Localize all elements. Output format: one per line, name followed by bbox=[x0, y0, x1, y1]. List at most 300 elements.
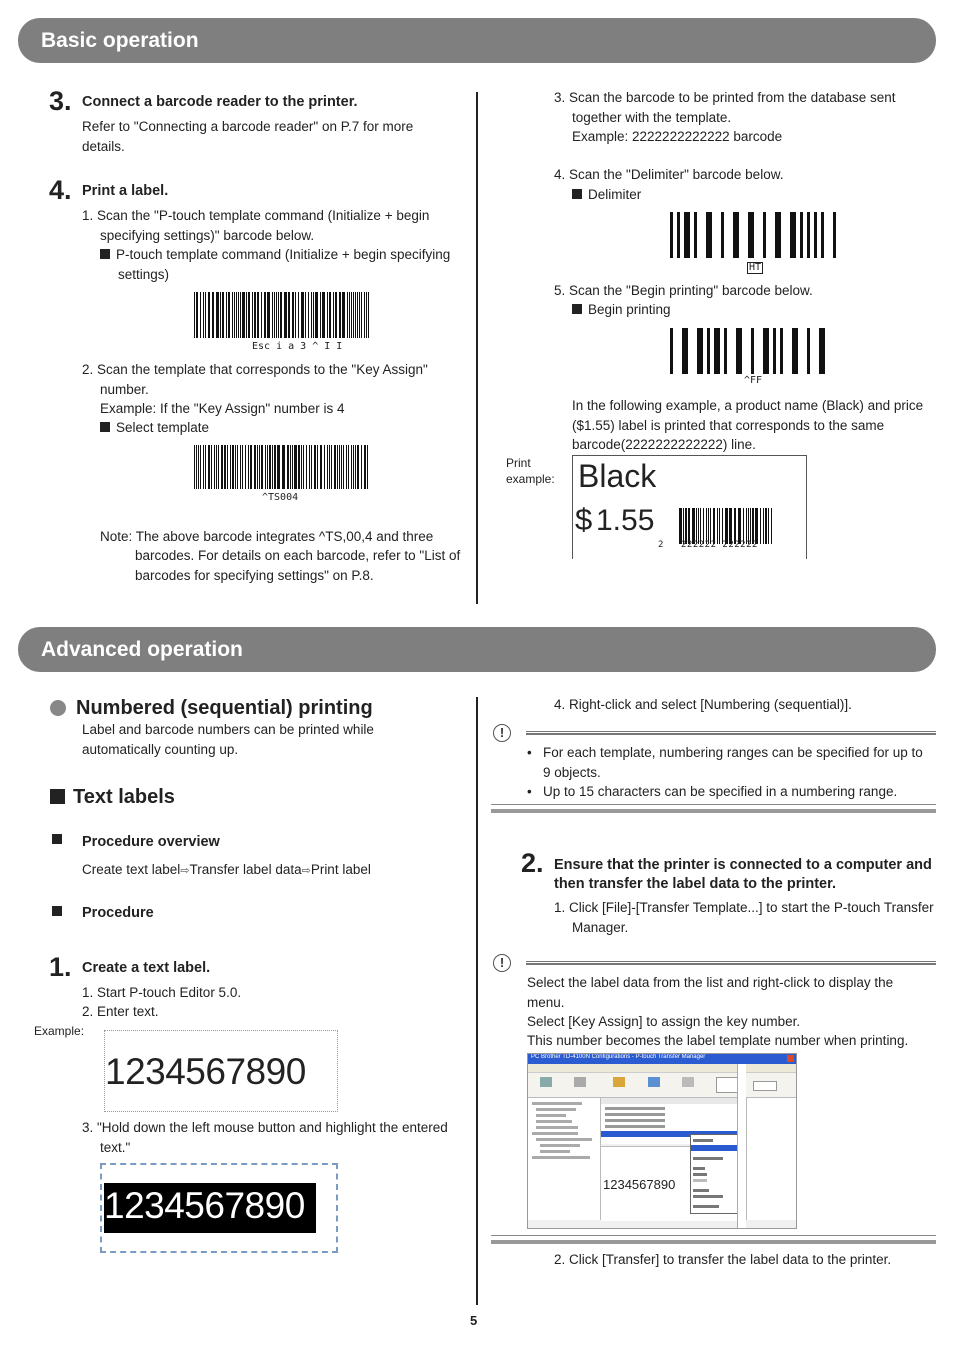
barcode-bar bbox=[232, 292, 233, 338]
barcode-bar bbox=[361, 292, 362, 338]
barcode-bar bbox=[261, 445, 263, 489]
barcode-bar bbox=[353, 292, 354, 338]
printer-dropdown[interactable] bbox=[753, 1081, 777, 1091]
caution-icon: ! bbox=[493, 724, 511, 742]
list-row[interactable] bbox=[605, 1125, 665, 1128]
window-title: PC Brother TD-4100N Configurations - P-touch Transfer Manager bbox=[531, 1054, 706, 1060]
text-labels-heading bbox=[50, 786, 175, 809]
window-titlebar bbox=[528, 1054, 796, 1064]
note-paragraph: Select [Key Assign] to assign the key number. bbox=[527, 1014, 801, 1029]
barcode-bar bbox=[317, 445, 318, 489]
bullet-item bbox=[100, 245, 478, 284]
close-icon[interactable] bbox=[787, 1055, 794, 1062]
barcode-bar bbox=[322, 292, 325, 338]
barcode-bar bbox=[290, 445, 291, 489]
barcode-bar bbox=[216, 445, 217, 489]
barcode-bar bbox=[677, 212, 680, 258]
barcode-bar bbox=[364, 445, 366, 489]
barcode-bar bbox=[315, 292, 318, 338]
barcode-begin-printing bbox=[670, 328, 838, 374]
square-bullet-icon bbox=[50, 789, 65, 804]
square-bullet-icon bbox=[572, 189, 582, 199]
editor-sample-plain bbox=[104, 1030, 338, 1112]
list-item: 3. "Hold down the left mouse button and highlight the entered text." bbox=[82, 1120, 448, 1155]
barcode-bar bbox=[368, 292, 369, 338]
barcode-bar bbox=[314, 445, 316, 489]
note-rule-bottom-thick bbox=[491, 1240, 936, 1244]
barcode-bar bbox=[303, 445, 304, 489]
barcode-bar bbox=[768, 508, 769, 544]
barcode-bar bbox=[814, 212, 817, 258]
barcode-bar bbox=[216, 292, 219, 338]
list-item: 4. Right-click and select [Numbering (sequential)]. bbox=[554, 697, 852, 712]
tree-item[interactable] bbox=[536, 1138, 592, 1141]
barcode-bar bbox=[696, 508, 697, 544]
section-banner-basic: Basic operation bbox=[18, 18, 936, 63]
barcode-bar bbox=[343, 445, 344, 489]
note-rule-bottom bbox=[491, 1235, 936, 1236]
barcode-bar bbox=[763, 212, 766, 258]
step-number-1: 1. bbox=[49, 952, 72, 982]
barcode-bar bbox=[700, 508, 701, 544]
tree-item[interactable] bbox=[532, 1156, 590, 1159]
list-item: 5. Scan the "Begin printing" barcode below. bbox=[554, 283, 813, 298]
circle-bullet-icon bbox=[50, 700, 66, 716]
barcode-bar bbox=[292, 292, 294, 338]
barcode-bar bbox=[277, 445, 280, 489]
barcode-bar bbox=[288, 292, 290, 338]
tree-item[interactable] bbox=[536, 1108, 576, 1111]
barcode-bar bbox=[698, 508, 699, 544]
barcode-bar bbox=[248, 292, 250, 338]
barcode-bar bbox=[341, 445, 342, 489]
barcode-bar bbox=[361, 445, 362, 489]
barcode-label: HT bbox=[749, 262, 762, 273]
barcode-bar bbox=[238, 292, 239, 338]
barcode-bar bbox=[366, 292, 367, 338]
barcode-bar bbox=[234, 292, 235, 338]
list-item: 2. Enter text. bbox=[82, 1004, 159, 1019]
barcode-bar bbox=[301, 292, 304, 338]
barcode-label: Esc i a 3 ^ I I bbox=[252, 341, 343, 352]
list-item: 2. Scan the template that corresponds to the "Key Assign" number. bbox=[82, 362, 428, 397]
printer-select[interactable] bbox=[716, 1077, 738, 1093]
note-bullet: For each template, numbering ranges can be specified for up to 9 objects. bbox=[543, 745, 923, 780]
tree-item[interactable] bbox=[532, 1132, 578, 1135]
flow-step: Print label bbox=[310, 862, 371, 877]
barcode-bar bbox=[230, 445, 231, 489]
step-heading: Ensure that the printer is connected to a computer and then transfer the label data to the printer. bbox=[554, 857, 932, 892]
barcode-bar bbox=[224, 445, 226, 489]
tree-item[interactable] bbox=[540, 1150, 570, 1153]
step-number-2: 2. bbox=[521, 848, 544, 878]
barcode-bar bbox=[670, 328, 673, 374]
tree-item[interactable] bbox=[536, 1120, 572, 1123]
note-paragraph: This number becomes the label template number when printing. bbox=[527, 1033, 909, 1048]
flow-step: Transfer label data bbox=[189, 862, 302, 877]
barcode-label: ^TS004 bbox=[262, 492, 299, 503]
barcode-bar bbox=[348, 445, 349, 489]
step-number-3: 3. bbox=[49, 86, 72, 116]
label-barcode bbox=[679, 508, 773, 544]
list-item: 1. Scan the "P-touch template command (Initialize + begin specifying settings)" barcode below. bbox=[82, 208, 430, 243]
procedure-flow bbox=[82, 860, 371, 882]
barcode-bar bbox=[205, 445, 206, 489]
barcode-bar bbox=[236, 292, 237, 338]
barcode-bar bbox=[353, 445, 354, 489]
barcode-bar bbox=[194, 292, 195, 338]
preview-text: 1234567890 bbox=[603, 1177, 676, 1192]
context-menu-item[interactable] bbox=[693, 1195, 723, 1198]
barcode-bar bbox=[280, 292, 282, 338]
barcode-bar bbox=[819, 328, 825, 374]
list-item: 2. Click [Transfer] to transfer the label data to the printer. bbox=[554, 1252, 892, 1267]
barcode-bar bbox=[337, 445, 338, 489]
barcode-bar bbox=[688, 508, 690, 544]
barcode-bar bbox=[713, 508, 715, 544]
barcode-bar bbox=[301, 445, 302, 489]
note-rule-top bbox=[526, 731, 936, 735]
barcode-bar bbox=[755, 508, 758, 544]
barcode-bar bbox=[282, 445, 285, 489]
barcode-bar bbox=[203, 445, 204, 489]
backup-icon[interactable] bbox=[574, 1077, 586, 1087]
caution-icon: ! bbox=[493, 954, 511, 972]
print-example-caption: Print example: bbox=[506, 456, 555, 486]
barcode-bar bbox=[205, 292, 206, 338]
barcode-bar bbox=[339, 292, 341, 338]
open-icon[interactable] bbox=[613, 1077, 625, 1087]
barcode-bar bbox=[252, 292, 253, 338]
barcode-bar bbox=[203, 292, 204, 338]
context-menu[interactable] bbox=[690, 1134, 738, 1214]
barcode-bar bbox=[211, 445, 212, 489]
barcode-bar bbox=[257, 445, 258, 489]
barcode-bar bbox=[259, 445, 260, 489]
barcode-bar bbox=[821, 212, 824, 258]
column-divider bbox=[476, 92, 478, 604]
barcode-bar bbox=[729, 508, 732, 544]
barcode-bar bbox=[331, 445, 332, 489]
note-rule-bottom-thick bbox=[491, 809, 936, 813]
barcode-bar bbox=[748, 508, 749, 544]
context-menu-item[interactable] bbox=[693, 1173, 707, 1176]
barcode-bar bbox=[294, 445, 297, 489]
bullet-item bbox=[572, 185, 641, 205]
barcode-bar bbox=[692, 508, 695, 544]
tree-item[interactable] bbox=[532, 1102, 582, 1105]
barcode-bar bbox=[329, 445, 330, 489]
context-menu-item[interactable] bbox=[693, 1167, 705, 1170]
print-example-label bbox=[572, 455, 807, 559]
note-rule-top bbox=[526, 961, 936, 965]
barcode-bar bbox=[295, 292, 296, 338]
barcode-bar bbox=[311, 445, 312, 489]
barcode-bar bbox=[242, 292, 245, 338]
barcode-bar bbox=[292, 445, 293, 489]
label-product-name: Black bbox=[578, 458, 657, 494]
barcode-bar bbox=[218, 445, 219, 489]
label-barcode-digits: 222222 222222 bbox=[681, 540, 758, 550]
search-icon[interactable] bbox=[648, 1077, 660, 1087]
barcode-bar bbox=[222, 292, 224, 338]
barcode-bar bbox=[327, 292, 328, 338]
note-line: Note: The above barcode integrates ^TS,00,4 and three bbox=[100, 529, 434, 544]
barcode-bar bbox=[298, 445, 300, 489]
barcode-bar bbox=[254, 292, 256, 338]
barcode-bar bbox=[724, 328, 727, 374]
barcode-bar bbox=[697, 328, 703, 374]
step-heading: Print a label. bbox=[82, 183, 169, 199]
barcode-bar bbox=[196, 292, 198, 338]
barcode-bar bbox=[232, 445, 234, 489]
heading-text: Numbered (sequential) printing bbox=[76, 697, 373, 719]
key-number-list[interactable] bbox=[737, 1064, 746, 1228]
context-menu-item[interactable] bbox=[693, 1139, 713, 1142]
barcode-bar bbox=[212, 292, 214, 338]
barcode-bar bbox=[722, 508, 723, 544]
square-bullet-icon bbox=[572, 304, 582, 314]
menu-bar bbox=[528, 1064, 796, 1073]
flow-step: Create text label bbox=[82, 862, 181, 877]
example-paragraph: In the following example, a product name (Black) and price ($1.55) label is printed that corresponds to the same barcode(2222222222222) line. bbox=[572, 398, 924, 452]
display-style-icon[interactable] bbox=[682, 1077, 694, 1087]
barcode-bar bbox=[725, 508, 728, 544]
barcode-bar bbox=[736, 328, 742, 374]
barcode-bar bbox=[342, 292, 345, 338]
barcode-bar bbox=[733, 212, 739, 258]
list-item-example: Example: If the "Key Assign" number is 4 bbox=[100, 401, 345, 416]
barcode-bar bbox=[269, 445, 271, 489]
barcode-bar bbox=[254, 445, 256, 489]
editor-sample-selected[interactable] bbox=[100, 1163, 338, 1253]
barcode-bar bbox=[200, 445, 201, 489]
list-row[interactable] bbox=[605, 1119, 665, 1122]
barcode-bar bbox=[313, 292, 314, 338]
barcode-bar bbox=[760, 508, 761, 544]
barcode-bar bbox=[833, 212, 836, 258]
page-number: 5 bbox=[470, 1313, 478, 1328]
barcode-bar bbox=[267, 445, 268, 489]
barcode-bar bbox=[703, 508, 704, 544]
step-heading: Create a text label. bbox=[82, 960, 211, 976]
barcode-bar bbox=[763, 328, 769, 374]
barcode-bar bbox=[714, 328, 720, 374]
barcode-bar bbox=[717, 508, 718, 544]
barcode-bar bbox=[719, 508, 720, 544]
barcode-bar bbox=[324, 445, 325, 489]
label-dollar-sign: $ bbox=[575, 502, 593, 537]
barcode-bar bbox=[226, 292, 227, 338]
barcode-bar bbox=[329, 292, 331, 338]
barcode-bar bbox=[706, 212, 712, 258]
barcode-bar bbox=[220, 292, 221, 338]
list-row[interactable] bbox=[605, 1113, 665, 1116]
barcode-bar bbox=[309, 445, 310, 489]
barcode-bar bbox=[248, 445, 249, 489]
barcode-bar bbox=[355, 292, 356, 338]
barcode-bar bbox=[267, 292, 270, 338]
folder-tree[interactable] bbox=[528, 1098, 601, 1220]
barcode-bar bbox=[357, 445, 359, 489]
list-item: 3. Scan the barcode to be printed from the database sent together with the template. bbox=[554, 90, 896, 125]
barcode-bar bbox=[765, 508, 767, 544]
barcode-bar bbox=[245, 445, 246, 489]
barcode-bar bbox=[261, 292, 262, 338]
barcode-bar bbox=[306, 445, 307, 489]
tree-item[interactable] bbox=[536, 1114, 566, 1117]
bullet-dot: • bbox=[527, 784, 532, 799]
list-item-example: Example: 2222222222222 barcode bbox=[572, 129, 783, 144]
barcode-initialize bbox=[194, 292, 370, 338]
printer-list[interactable] bbox=[746, 1098, 797, 1220]
barcode-bar bbox=[274, 445, 276, 489]
barcode-bar bbox=[196, 445, 197, 489]
barcode-bar bbox=[308, 292, 309, 338]
barcode-bar bbox=[208, 292, 210, 338]
barcode-bar bbox=[790, 212, 796, 258]
barcode-bar bbox=[320, 445, 322, 489]
barcode-bar bbox=[721, 212, 724, 258]
barcode-bar bbox=[242, 445, 243, 489]
square-bullet-icon bbox=[100, 249, 110, 259]
context-menu-item-key-assign[interactable] bbox=[691, 1145, 737, 1151]
barcode-bar bbox=[694, 212, 697, 258]
step-heading: Connect a barcode reader to the printer. bbox=[82, 94, 358, 110]
barcode-bar bbox=[707, 328, 710, 374]
procedure-heading: Procedure bbox=[82, 905, 154, 921]
tree-item[interactable] bbox=[536, 1126, 578, 1129]
barcode-bar bbox=[235, 445, 236, 489]
barcode-bar bbox=[683, 508, 684, 544]
section-banner-advanced: Advanced operation bbox=[18, 627, 936, 672]
barcode-bar bbox=[339, 445, 340, 489]
barcode-bar bbox=[807, 328, 810, 374]
barcode-bar bbox=[276, 292, 277, 338]
barcode-bar bbox=[800, 212, 803, 258]
barcode-bar bbox=[320, 292, 321, 338]
heading-text: Text labels bbox=[73, 786, 175, 808]
barcode-bar bbox=[287, 445, 289, 489]
barcode-bar bbox=[706, 508, 707, 544]
context-menu-item[interactable] bbox=[693, 1157, 723, 1160]
barcode-bar bbox=[748, 212, 754, 258]
barcode-bar bbox=[227, 445, 228, 489]
list-row[interactable] bbox=[605, 1107, 665, 1110]
arrow-right-icon: ⇨ bbox=[301, 865, 311, 877]
numbered-printing-body: Label and barcode numbers can be printed while automatically counting up. bbox=[82, 722, 374, 757]
barcode-bar bbox=[257, 292, 259, 338]
barcode-bar bbox=[274, 292, 275, 338]
list-item: 4. Scan the "Delimiter" barcode below. bbox=[554, 167, 784, 182]
sample-text: 1234567890 bbox=[105, 1051, 306, 1092]
barcode-bar bbox=[228, 292, 230, 338]
transfer-icon[interactable] bbox=[540, 1077, 552, 1087]
barcode-bar bbox=[351, 292, 352, 338]
column-divider bbox=[476, 697, 478, 1305]
procedure-overview-heading: Procedure overview bbox=[82, 834, 220, 850]
barcode-bar bbox=[346, 445, 347, 489]
barcode-bar bbox=[194, 445, 195, 489]
sample-text-selected: 1234567890 bbox=[104, 1185, 305, 1226]
barcode-bar bbox=[750, 508, 751, 544]
note-body: barcodes. For details on each barcode, refer to "List of barcodes for specifying settings" on P.8. bbox=[135, 548, 461, 583]
bullet-text: Select template bbox=[116, 420, 210, 435]
barcode-bar bbox=[278, 292, 279, 338]
barcode-bar bbox=[334, 445, 336, 489]
barcode-bar bbox=[298, 292, 299, 338]
toolbar bbox=[528, 1073, 796, 1098]
barcode-bar bbox=[738, 508, 741, 544]
barcode-bar bbox=[351, 445, 352, 489]
barcode-bar bbox=[264, 292, 266, 338]
barcode-bar bbox=[357, 292, 358, 338]
barcode-bar bbox=[684, 212, 690, 258]
label-price: 1.55 bbox=[596, 504, 655, 537]
barcode-bar bbox=[311, 292, 312, 338]
barcode-bar bbox=[200, 292, 201, 338]
arrow-right-icon: ⇨ bbox=[180, 865, 190, 877]
barcode-bar bbox=[237, 445, 238, 489]
context-menu-item[interactable] bbox=[693, 1179, 707, 1182]
square-bullet-icon bbox=[100, 422, 110, 432]
barcode-bar bbox=[367, 445, 368, 489]
numbered-printing-heading bbox=[50, 697, 373, 720]
barcode-bar bbox=[670, 212, 673, 258]
barcode-bar bbox=[240, 445, 241, 489]
barcode-bar bbox=[347, 292, 348, 338]
barcode-bar bbox=[327, 445, 328, 489]
example-caption: Example: bbox=[34, 1024, 85, 1038]
barcode-bar bbox=[710, 508, 711, 544]
barcode-bar bbox=[682, 328, 688, 374]
square-bullet-icon bbox=[52, 834, 62, 844]
label-barcode-prefix: 2 bbox=[658, 540, 664, 550]
barcode-bar bbox=[763, 508, 764, 544]
barcode-bar bbox=[221, 445, 223, 489]
tree-item[interactable] bbox=[540, 1144, 580, 1147]
barcode-bar bbox=[272, 292, 273, 338]
barcode-bar bbox=[240, 292, 241, 338]
list-item: 1. Click [File]-[Transfer Template...] to start the P-touch Transfer Manager. bbox=[554, 900, 934, 935]
barcode-bar bbox=[752, 508, 754, 544]
barcode-bar bbox=[807, 212, 810, 258]
barcode-bar bbox=[250, 445, 252, 489]
barcode-bar bbox=[272, 445, 273, 489]
barcode-bar bbox=[771, 508, 772, 544]
context-menu-item[interactable] bbox=[693, 1205, 719, 1208]
barcode-bar bbox=[246, 292, 247, 338]
barcode-bar bbox=[734, 508, 736, 544]
bullet-text: Begin printing bbox=[588, 302, 671, 317]
barcode-bar bbox=[198, 445, 199, 489]
barcode-bar bbox=[792, 328, 798, 374]
bullet-item bbox=[100, 418, 460, 438]
barcode-bar bbox=[708, 508, 709, 544]
step-number-4: 4. bbox=[49, 175, 72, 205]
note-bullet: Up to 15 characters can be specified in a numbering range. bbox=[543, 784, 898, 799]
context-menu-item[interactable] bbox=[693, 1189, 709, 1192]
barcode-label: ^FF bbox=[744, 375, 763, 386]
barcode-bar bbox=[751, 328, 754, 374]
barcode-bar bbox=[349, 292, 350, 338]
barcode-bar bbox=[364, 292, 365, 338]
barcode-bar bbox=[284, 292, 287, 338]
bullet-text: P-touch template command (Initialize + begin specifying settings) bbox=[116, 247, 451, 282]
barcode-delimiter bbox=[670, 212, 838, 258]
barcode-bar bbox=[743, 508, 744, 544]
barcode-bar bbox=[214, 445, 215, 489]
